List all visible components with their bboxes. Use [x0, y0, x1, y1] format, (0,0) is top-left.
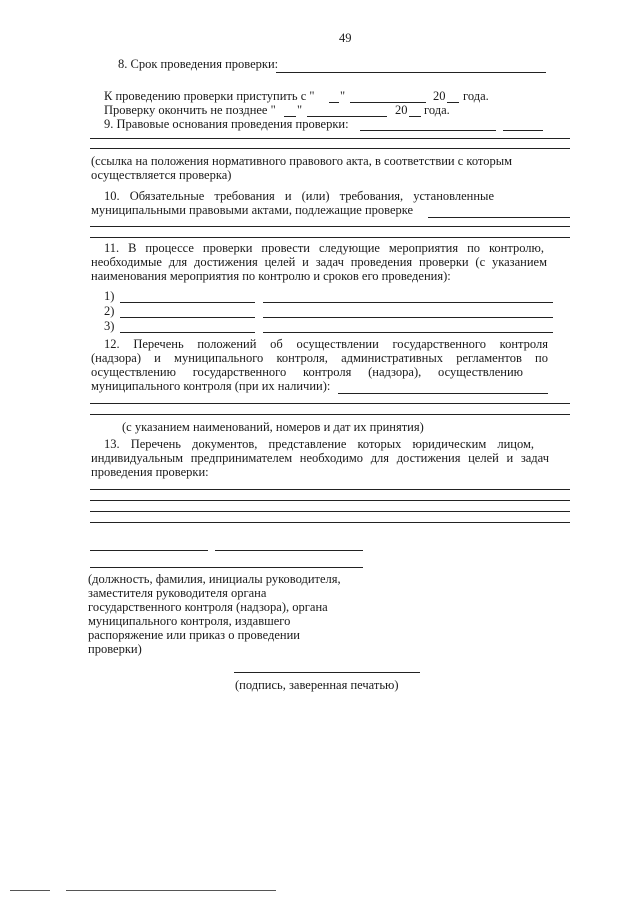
item13-field-line[interactable] — [90, 511, 570, 512]
signature-note: (подпись, заверенная печатью) — [235, 678, 399, 692]
start-date-prefix: К проведению проверки приступить с " — [104, 89, 315, 103]
item13-field-line[interactable] — [90, 500, 570, 501]
scan-mark — [66, 890, 276, 891]
item9-field-inline[interactable] — [360, 130, 496, 131]
signature-field[interactable] — [234, 672, 420, 673]
item11-entry-field[interactable] — [263, 317, 553, 318]
item9-note-line: осуществляется проверка) — [91, 168, 232, 182]
signer-note-line: муниципального контроля, издавшего — [88, 614, 291, 628]
item11-text-line: необходимые для достижения целей и задач проведения проверки (с указанием — [91, 255, 547, 269]
end-date-prefix: Проверку окончить не позднее " — [104, 103, 276, 117]
scan-mark — [10, 890, 50, 891]
item11-list-number: 2) — [104, 304, 115, 318]
item12-field-line[interactable] — [90, 414, 570, 415]
item12-text-line: муниципального контроля (при их наличии): — [91, 379, 331, 393]
start-year-prefix: 20 — [433, 89, 446, 103]
item12-text-line: 12. Перечень положений об осуществлении государственного контроля — [104, 337, 548, 351]
signer-note-line: распоряжение или приказ о проведении — [88, 628, 300, 642]
item11-text-line: 11. В процессе проверки провести следующие мероприятия по контролю, — [104, 241, 544, 255]
signer-note-line: заместителя руководителя органа — [88, 586, 267, 600]
end-quote: " — [297, 103, 303, 117]
item10-field-line[interactable] — [90, 226, 570, 227]
signer-field-line[interactable] — [90, 567, 363, 568]
item11-entry-field[interactable] — [120, 302, 255, 303]
start-quote: " — [340, 89, 346, 103]
item11-entry-field[interactable] — [263, 332, 553, 333]
page-number: 49 — [339, 31, 352, 45]
item9-note-line: (ссылка на положения нормативного правового акта, в соответствии с которым — [91, 154, 513, 168]
item11-text-line: наименования мероприятия по контролю и сроков его проведения): — [91, 269, 451, 283]
signer-note-line: (должность, фамилия, инициалы руководителя, — [88, 572, 341, 586]
item11-entry-field[interactable] — [263, 302, 553, 303]
item13-text-line: индивидуальным предпринимателем необходимо для достижения целей и задач — [91, 451, 549, 465]
end-year-suffix: года. — [424, 103, 450, 117]
end-year-prefix: 20 — [395, 103, 408, 117]
item13-field-line[interactable] — [90, 522, 570, 523]
start-day-field[interactable] — [329, 102, 339, 103]
signer-note-line: проверки) — [88, 642, 142, 656]
item11-list-number: 1) — [104, 289, 115, 303]
signer-note-line: государственного контроля (надзора), органа — [88, 600, 328, 614]
item12-note: (с указанием наименований, номеров и дат их принятия) — [122, 420, 424, 434]
item13-field-line[interactable] — [90, 489, 570, 490]
item8-field[interactable] — [276, 72, 546, 73]
item10-field-inline[interactable] — [428, 217, 570, 218]
item13-text-line: 13. Перечень документов, представление которых юридическим лицом, — [104, 437, 534, 451]
signer-position-field[interactable] — [90, 550, 208, 551]
item9-field-inline-2[interactable] — [503, 130, 543, 131]
item12-field-line[interactable] — [90, 403, 570, 404]
start-month-field[interactable] — [350, 102, 426, 103]
item13-text-line: проведения проверки: — [91, 465, 209, 479]
item10-field-line[interactable] — [90, 237, 570, 238]
item9-label: 9. Правовые основания проведения проверки: — [104, 117, 349, 131]
start-year-suffix: года. — [463, 89, 489, 103]
item11-list-number: 3) — [104, 319, 115, 333]
end-year-field[interactable] — [409, 116, 421, 117]
item11-entry-field[interactable] — [120, 332, 255, 333]
item8-label: 8. Срок проведения проверки: — [118, 57, 279, 71]
item10-text-line: муниципальными правовыми актами, подлежащие проверке — [91, 203, 414, 217]
item12-field-inline[interactable] — [338, 393, 548, 394]
item12-text-line: осуществлению государственного контроля (надзора), осуществлению — [91, 365, 523, 379]
signer-name-field[interactable] — [215, 550, 363, 551]
item12-text-line: (надзора) и муниципального контроля, административных регламентов по — [91, 351, 548, 365]
item9-field-line[interactable] — [90, 138, 570, 139]
item10-text-line: 10. Обязательные требования и (или) требования, установленные — [104, 189, 494, 203]
item11-entry-field[interactable] — [120, 317, 255, 318]
item9-field-line[interactable] — [90, 148, 570, 149]
